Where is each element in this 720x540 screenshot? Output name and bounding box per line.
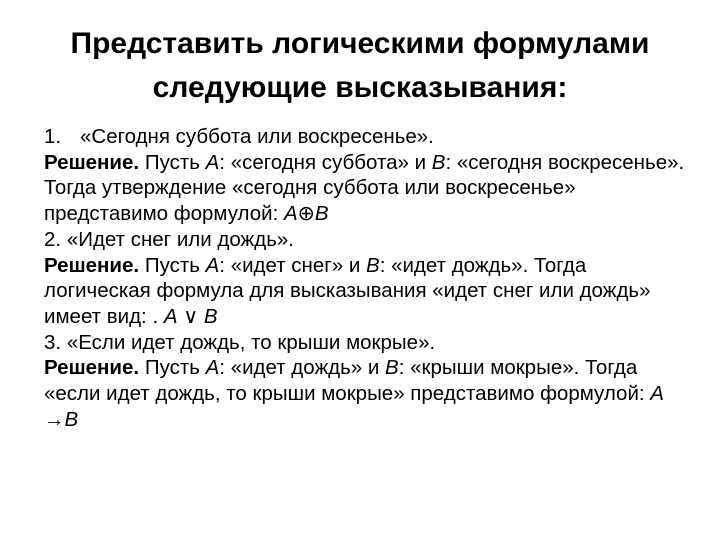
item-2-solution	[44, 253, 694, 330]
item-3-solution	[44, 355, 694, 432]
item-2-solution-text-b: : «идет снег» и	[219, 253, 366, 277]
item-2-formula: А ∨ В	[163, 304, 218, 328]
slide-title	[0, 22, 720, 110]
item-1-solution-text-a: Пусть	[139, 150, 206, 174]
item-1-var-a: А	[205, 150, 220, 174]
item-2-var-a: А	[205, 253, 220, 277]
item-3-var-a: А	[205, 356, 220, 380]
item-2-solution-label: Решение.	[44, 253, 140, 277]
slide-body	[44, 124, 694, 432]
item-1-statement	[44, 124, 694, 150]
item-3-statement-text: «Если идет дождь, то крыши мокрые».	[66, 330, 436, 354]
item-2-solution-text-c: : «идет дождь». Тогда логическая формула для высказывания «идет снег или дождь» имеет вид: .	[44, 253, 651, 328]
item-1-solution	[44, 150, 694, 227]
item-1-solution-label: Решение.	[44, 150, 140, 174]
title-line-2: следующие высказывания:	[152, 71, 568, 104]
item-3-statement	[44, 330, 694, 356]
item-3-solution-text-a: Пусть	[139, 356, 206, 380]
item-3-formula: А →В	[44, 382, 664, 431]
item-1-number: 1.	[44, 125, 62, 148]
item-2-number: 2.	[44, 227, 62, 251]
item-3-solution-label: Решение.	[44, 356, 140, 380]
item-2-statement	[44, 227, 694, 253]
item-1-statement-text: «Сегодня суббота или воскресенье».	[80, 125, 434, 148]
item-2-statement-text: «Идет снег или дождь».	[66, 227, 295, 251]
item-3-solution-text-b: : «идет дождь» и	[219, 356, 386, 380]
item-3-solution-text-c: : «крыши мокрые». Тогда «если идет дождь, то крыши мокрые» представимо формулой:	[44, 356, 651, 406]
item-3-number: 3.	[44, 330, 62, 354]
item-1-solution-text-c: : «сегодня воскресенье». Тогда утверждение «сегодня суббота или воскресенье» представимо формулой:	[44, 150, 685, 226]
item-2-solution-text-a: Пусть	[139, 253, 206, 277]
item-2-var-b: В	[366, 253, 380, 277]
item-1-solution-text-b: : «сегодня суббота» и	[219, 150, 432, 174]
item-1-var-b: В	[431, 150, 446, 174]
item-1-formula: А⊕В	[283, 202, 329, 226]
item-3-var-b: В	[385, 356, 399, 380]
title-line-1: Представить логическими формулами	[70, 27, 650, 60]
